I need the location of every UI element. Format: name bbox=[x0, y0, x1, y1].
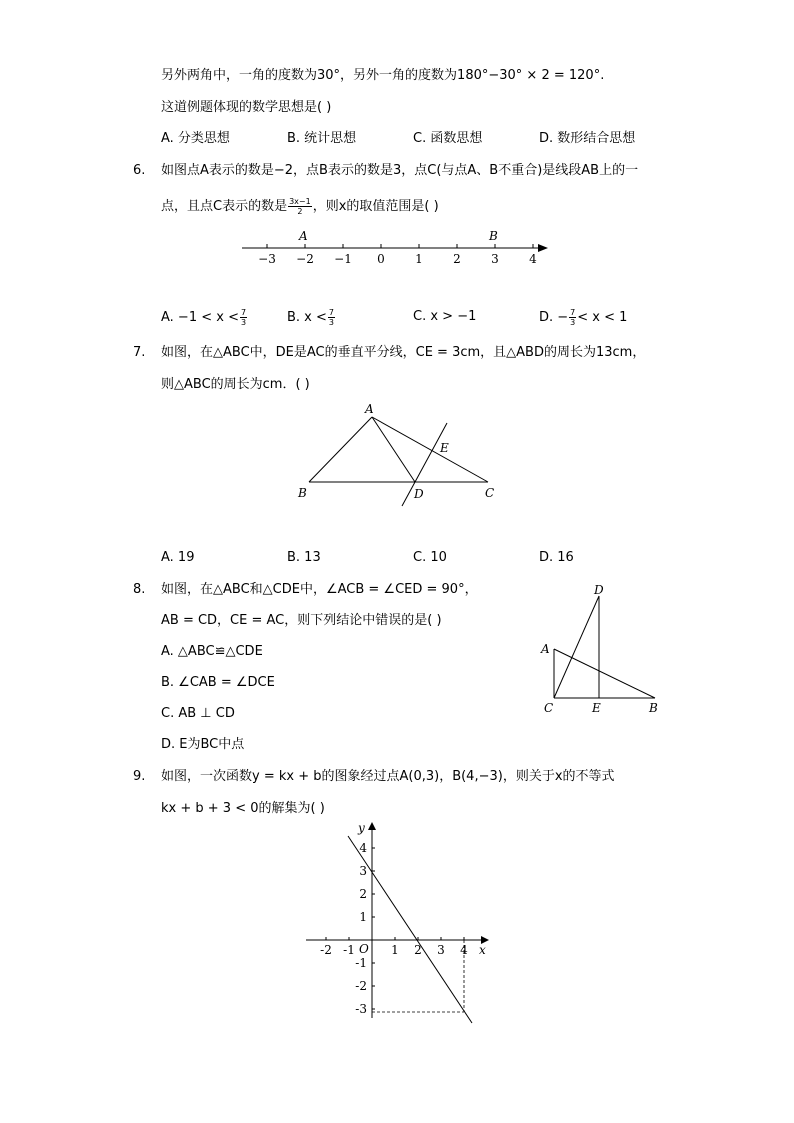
q8-option-c: C. AB ⊥ CD bbox=[161, 706, 235, 721]
q8-label-d: D bbox=[594, 583, 604, 597]
q6-text-line1: 如图点A表示的数是−2，点B表示的数是3，点C(与点A、B不重合)是线段AB上的一 bbox=[161, 163, 639, 178]
q6-option-b-den: 3 bbox=[328, 318, 334, 327]
q7-option-d: D. 16 bbox=[539, 550, 574, 565]
q6-axis-tick-label: −2 bbox=[296, 252, 314, 266]
q9-x-tick-label: 2 bbox=[414, 943, 422, 957]
q6-axis-tick-label: 0 bbox=[377, 252, 385, 266]
q9-y-tick-label: 1 bbox=[359, 910, 367, 924]
q6-fraction-num: 3x−1 bbox=[289, 197, 311, 206]
q6-point-a-label: A bbox=[299, 229, 308, 243]
q7-label-a: A bbox=[365, 402, 374, 416]
q9-y-tick-label: 4 bbox=[359, 841, 367, 855]
q8-text-line2: AB = CD，CE = AC，则下列结论中错误的是( ) bbox=[161, 613, 442, 628]
q7-triangle-diagram bbox=[290, 398, 510, 513]
q9-y-tick-label: -2 bbox=[355, 979, 367, 993]
q6-option-d bbox=[539, 308, 627, 327]
q6-axis-tick-label: 2 bbox=[453, 252, 461, 266]
q6-option-a-den: 3 bbox=[240, 318, 247, 327]
q6-option-d-text: D. − bbox=[539, 310, 569, 325]
q6-option-d-den: 3 bbox=[570, 318, 576, 327]
q9-x-tick-label: -1 bbox=[343, 943, 355, 957]
prev-option-b: B. 统计思想 bbox=[287, 131, 357, 146]
q6-option-b-fraction bbox=[328, 308, 335, 327]
prev-text-line1: 另外两角中，一角的度数为30°，另外一角的度数为180°−30° × 2 = 120°. bbox=[161, 68, 605, 83]
q6-line2-post: ，则x的取值范围是( ) bbox=[312, 199, 439, 214]
q7-label-c: C bbox=[485, 486, 495, 500]
q8-triangles-diagram bbox=[535, 580, 670, 720]
q6-axis-tick-label: 3 bbox=[491, 252, 499, 266]
q6-text-line2 bbox=[161, 197, 439, 216]
q8-label-e: E bbox=[592, 701, 601, 715]
q8-option-b: B. ∠CAB = ∠DCE bbox=[161, 675, 275, 690]
q6-axis-tick-label: −1 bbox=[334, 252, 352, 266]
q8-option-a: A. △ABC≌△CDE bbox=[161, 644, 263, 659]
q9-x-tick-label: 1 bbox=[391, 943, 399, 957]
prev-option-a: A. 分类思想 bbox=[161, 131, 230, 146]
q6-option-c: C. x > −1 bbox=[413, 309, 477, 324]
q7-option-a: A. 19 bbox=[161, 550, 195, 565]
q6-axis-tick-label: −3 bbox=[258, 252, 276, 266]
q6-option-b-num: 7 bbox=[328, 308, 334, 317]
q7-option-b: B. 13 bbox=[287, 550, 321, 565]
q9-x-axis-label: x bbox=[479, 943, 486, 957]
q6-option-b bbox=[287, 308, 336, 327]
q6-option-d-fraction bbox=[569, 308, 576, 327]
q6-axis-tick-label: 4 bbox=[529, 252, 537, 266]
q9-y-tick-label: -1 bbox=[355, 956, 367, 970]
prev-option-c: C. 函数思想 bbox=[413, 131, 483, 146]
q6-fraction bbox=[288, 197, 312, 216]
q7-label-b: B bbox=[298, 486, 307, 500]
q6-option-d-post: < x < 1 bbox=[577, 310, 628, 325]
q7-text-line2: 则△ABC的周长为cm．( ) bbox=[161, 377, 310, 392]
q6-option-d-num: 7 bbox=[570, 308, 576, 317]
q8-number: 8. bbox=[133, 582, 146, 597]
q6-option-a-num: 7 bbox=[240, 308, 247, 317]
q7-label-d: D bbox=[414, 487, 424, 501]
q9-x-tick-label: 3 bbox=[437, 943, 445, 957]
q6-number-line bbox=[240, 225, 550, 270]
q9-y-tick-label: 2 bbox=[359, 887, 367, 901]
q8-label-c: C bbox=[544, 701, 554, 715]
q7-text-line1: 如图，在△ABC中，DE是AC的垂直平分线，CE = 3cm，且△ABD的周长为13cm， bbox=[161, 345, 646, 360]
q7-number: 7. bbox=[133, 345, 146, 360]
q9-text-line2: kx + b + 3 < 0的解集为( ) bbox=[161, 801, 325, 816]
prev-option-d: D. 数形结合思想 bbox=[539, 131, 636, 146]
q6-option-a-fraction bbox=[240, 308, 247, 327]
q9-x-tick-label: 4 bbox=[460, 943, 468, 957]
q9-y-tick-label: 3 bbox=[359, 864, 367, 878]
q8-option-d: D. E为BC中点 bbox=[161, 737, 245, 752]
q8-text-line1: 如图，在△ABC和△CDE中，∠ACB = ∠CED = 90°， bbox=[161, 582, 478, 597]
q6-fraction-den: 2 bbox=[297, 207, 303, 216]
q9-number: 9. bbox=[133, 769, 146, 784]
q9-function-graph bbox=[300, 818, 500, 1028]
q7-option-c: C. 10 bbox=[413, 550, 447, 565]
q9-origin-label: O bbox=[359, 942, 369, 956]
prev-text-line2: 这道例题体现的数学思想是( ) bbox=[161, 100, 332, 115]
q6-option-b-text: B. x < bbox=[287, 310, 327, 325]
q6-line2-pre: 点，且点C表示的数是 bbox=[161, 199, 288, 214]
q7-label-e: E bbox=[440, 441, 449, 455]
q9-y-axis-label: y bbox=[358, 821, 365, 835]
q9-text-line1: 如图，一次函数y = kx + b的图象经过点A(0,3)，B(4,−3)，则关于x的不等式 bbox=[161, 769, 615, 784]
q8-label-b: B bbox=[649, 701, 658, 715]
q6-point-b-label: B bbox=[489, 229, 498, 243]
q6-option-a bbox=[161, 308, 248, 327]
q6-axis-tick-label: 1 bbox=[415, 252, 423, 266]
q6-number: 6. bbox=[133, 163, 146, 178]
q9-y-tick-label: -3 bbox=[355, 1002, 367, 1016]
q6-option-a-text: A. −1 < x < bbox=[161, 310, 239, 325]
q9-x-tick-label: -2 bbox=[320, 943, 332, 957]
q8-label-a: A bbox=[541, 642, 550, 656]
